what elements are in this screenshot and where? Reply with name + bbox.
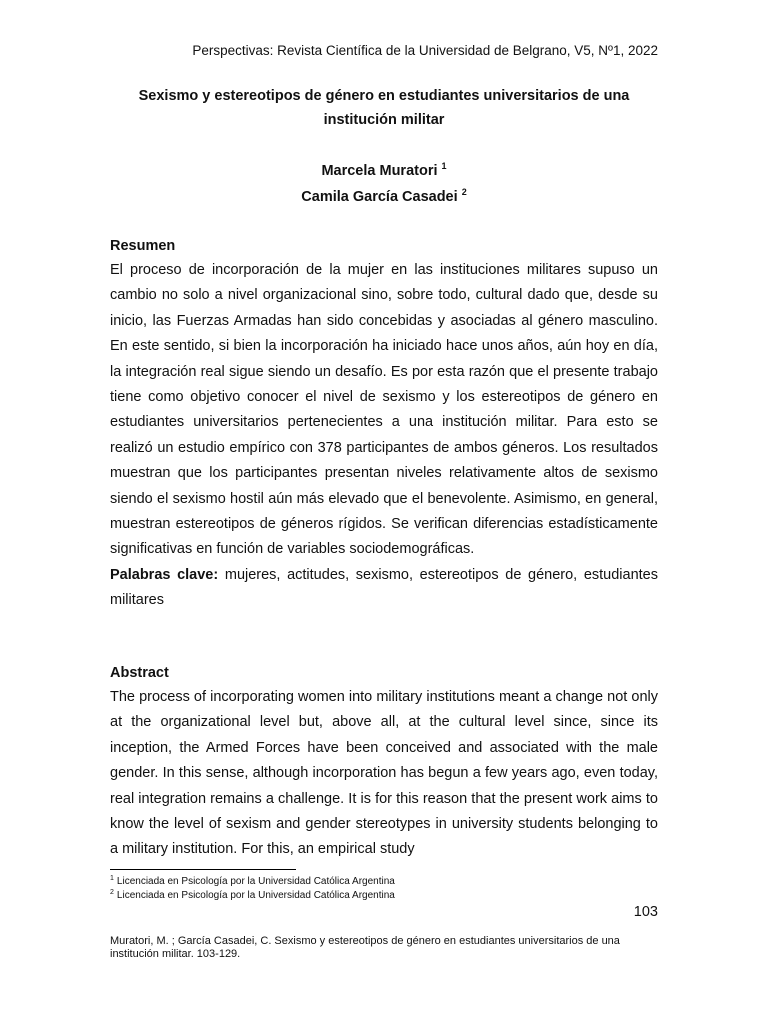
keywords-value: mujeres, actitudes, sexismo, estereotipos de género, estudiantes militares — [110, 566, 658, 609]
resumen-heading: Resumen — [110, 238, 176, 254]
author-name: Camila García Casadei — [301, 189, 458, 205]
author-name: Marcela Muratori — [321, 163, 438, 179]
abstract-paragraph: The process of incorporating women into military institutions meant a change not only at the organizational level but, above all, at the cultural level since, since its inception, the Armed Forces have been conceived and associated with the male gender. In this sense, although incorporation has begun a few years ago, even today, real integration remains a challenge. It is for this reason that the present work aims to know the level of sexism and gender stereotypes in university students belonging to a military institution. For this, an empirical study — [110, 689, 658, 858]
keywords-label: Palabras clave: — [110, 566, 219, 583]
journal-header: Perspectivas: Revista Científica de la Universidad de Belgrano, V5, Nº1, 2022 — [192, 43, 658, 58]
footnote-divider — [110, 869, 296, 870]
author-footnote-mark[interactable]: 2 — [461, 187, 467, 198]
footnote-text: Licenciada en Psicología por la Universidad Católica Argentina — [116, 876, 395, 887]
abstract-heading: Abstract — [110, 665, 169, 681]
resumen-paragraph: El proceso de incorporación de la mujer en las instituciones militares supuso un cambio no solo a nivel organizacional sino, sobre todo, cultural dado que, desde su inicio, las Fuerzas Armadas han sido concebidas y asociadas al género masculino. En este sentido, si bien la incorporación ha iniciado hace unos años, aún hoy en día, la integración real sigue siendo un desafío. Es por esta razón que el presente trabajo tiene como objetivo conocer el nivel de sexismo y los estereotipos de género en estudiantes universitarios pertenecientes a una institución militar. Para esto se realizó un estudio empírico con 378 participantes de ambos géneros. Los resultados muestran que los participantes presentan niveles relativamente altos de sexismo siendo el sexismo hostil aún más elevado que el benevolente. Asimismo, en general, muestran estereotipos de géneros rígidos. Se verifican diferencias estadísticamente significativas en función de variables sociodemográficas. — [110, 262, 658, 558]
footnote-mark: 1 — [110, 874, 114, 882]
author-list — [100, 158, 668, 210]
author-1 — [100, 158, 668, 184]
resumen-body — [110, 258, 658, 614]
footnote-mark: 2 — [110, 888, 114, 896]
footnote-2 — [110, 889, 395, 903]
footnote-text: Licenciada en Psicología por la Universidad Católica Argentina — [116, 890, 395, 901]
article-title: Sexismo y estereotipos de género en estudiantes universitarios de una institución militar — [138, 88, 630, 128]
citation-footer: Muratori, M. ; García Casadei, C. Sexismo y estereotipos de género en estudiantes universitarios de una institución militar. 103-129. — [110, 935, 620, 960]
author-2 — [100, 184, 668, 210]
author-footnote-mark[interactable]: 1 — [441, 161, 447, 172]
page-number: 103 — [633, 904, 658, 920]
abstract-body — [110, 685, 658, 863]
keywords-line — [110, 563, 658, 614]
footnote-1 — [110, 875, 395, 889]
footnotes — [110, 875, 395, 903]
